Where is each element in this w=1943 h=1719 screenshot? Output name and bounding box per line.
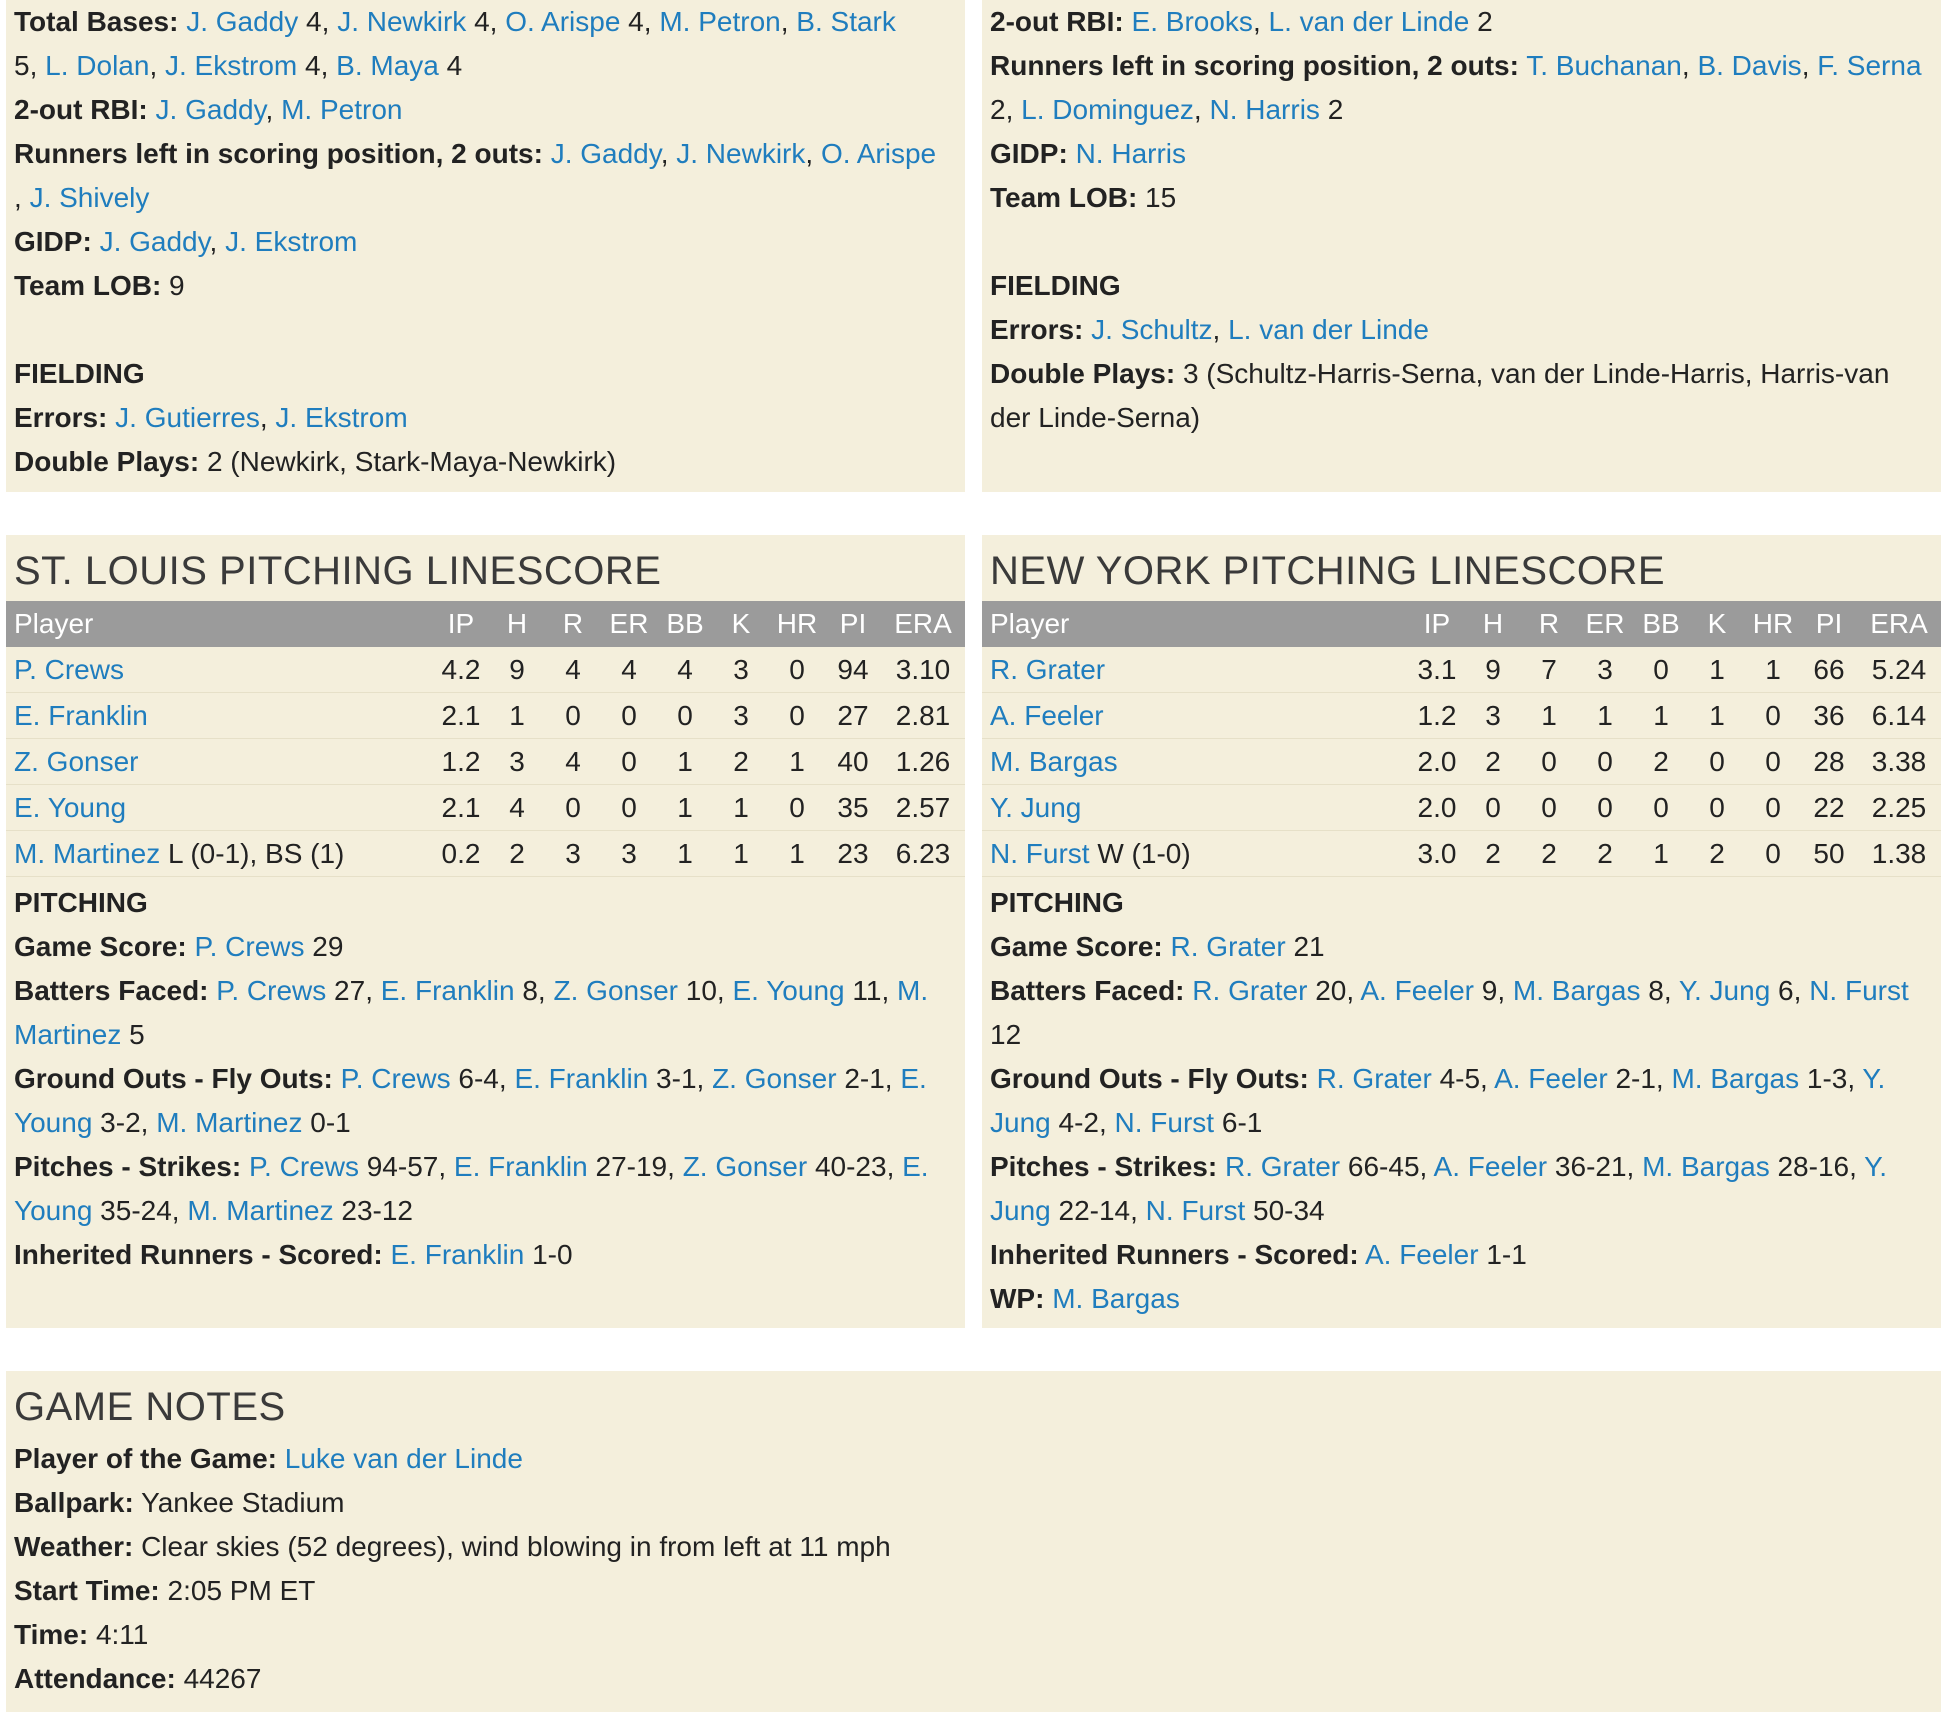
player-link[interactable]: J. Gutierres	[115, 402, 260, 433]
stat-cell: 0	[1689, 739, 1745, 785]
stat-cell: 0	[1745, 739, 1801, 785]
stat-cell: 1	[713, 831, 769, 877]
inherited-runners-line: Inherited Runners - Scored: E. Franklin 1-0	[14, 1239, 573, 1270]
table-row	[982, 693, 1941, 739]
stat-cell: 1	[769, 739, 825, 785]
player-link[interactable]: A. Feeler	[1360, 975, 1474, 1006]
table-row	[982, 647, 1941, 693]
stat-cell: 4	[657, 647, 713, 693]
double-plays-line: Double Plays: 3 (Schultz-Harris-Serna, van der Linde-Harris, Harris-van der Linde-Serna)	[990, 358, 1890, 433]
player-link[interactable]: Y. Jung	[990, 1063, 1886, 1138]
stat-cell: 1	[1521, 693, 1577, 739]
pitching-table	[982, 601, 1941, 877]
stat-cell: 1	[1689, 693, 1745, 739]
column-header: K	[1707, 608, 1727, 639]
player-link[interactable]: J. Gaddy	[155, 94, 266, 125]
stat-cell: 2.1	[433, 693, 489, 739]
stl-pitching-panel	[6, 535, 965, 1328]
stat-cell: 2	[1577, 831, 1633, 877]
stat-cell: 0	[1689, 785, 1745, 831]
column-header: H	[506, 608, 528, 639]
stat-cell: 36	[1801, 693, 1857, 739]
stat-cell: 35	[825, 785, 881, 831]
column-header: ER	[609, 608, 649, 639]
stat-cell: 0	[1745, 693, 1801, 739]
player-link[interactable]: B. Maya	[336, 50, 439, 81]
column-header: HR	[776, 608, 818, 639]
stat-cell: 6.23	[881, 831, 965, 877]
player-link[interactable]: R. Grater	[1170, 931, 1286, 962]
start-time-line: Start Time: 2:05 PM ET	[14, 1575, 316, 1606]
player-link[interactable]: M. Bargas	[1512, 975, 1641, 1006]
player-link[interactable]: N. Furst	[990, 837, 1090, 869]
double-plays-line: Double Plays: 2 (Newkirk, Stark-Maya-Newkirk)	[14, 446, 617, 477]
batters-faced-line: Batters Faced: R. Grater 20, A. Feeler 9, M. Bargas 8, Y. Jung 6, N. Furst 12	[990, 975, 1909, 1050]
stat-cell: 50	[1801, 831, 1857, 877]
player-link[interactable]: J. Gaddy	[186, 6, 299, 37]
game-score-line: Game Score: P. Crews 29	[14, 931, 344, 962]
player-link[interactable]: P. Crews	[216, 975, 327, 1006]
table-header-row	[6, 601, 965, 647]
player-link[interactable]: E. Franklin	[453, 1151, 588, 1182]
player-link[interactable]: B. Davis	[1697, 50, 1802, 81]
pitching-heading: PITCHING	[990, 887, 1124, 918]
stat-cell: 9	[1465, 647, 1521, 693]
batters-faced-line: Batters Faced: P. Crews 27, E. Franklin 8, Z. Gonser 10, E. Young 11, M. Martinez 5	[14, 975, 929, 1050]
nyy-pitching-panel	[982, 535, 1941, 1328]
column-header: BB	[666, 608, 704, 639]
stat-cell: 4	[545, 739, 601, 785]
player-link[interactable]: M. Petron	[659, 6, 781, 37]
stat-cell: 9	[489, 647, 545, 693]
table-row	[982, 739, 1941, 785]
player-link[interactable]: T. Buchanan	[1526, 50, 1682, 81]
stat-cell: 0	[1521, 785, 1577, 831]
weather-line: Weather: Clear skies (52 degrees), wind blowing in from left at 11 mph	[14, 1531, 891, 1562]
stat-cell: 2	[1465, 739, 1521, 785]
player-link[interactable]: M. Bargas	[1671, 1063, 1800, 1094]
errors-line: Errors: J. Schultz, L. van der Linde	[990, 314, 1429, 345]
stat-cell: 2	[1633, 739, 1689, 785]
stat-cell: 2	[489, 831, 545, 877]
stat-cell: 2	[1521, 831, 1577, 877]
player-link[interactable]: J. Gaddy	[550, 138, 661, 169]
player-link[interactable]: Z. Gonser	[553, 975, 678, 1006]
ballpark-line: Ballpark: Yankee Stadium	[14, 1487, 345, 1518]
player-link[interactable]: F. Serna	[1817, 50, 1922, 81]
pitching-linescore-title: NEW YORK PITCHING LINESCORE	[990, 549, 1666, 593]
player-link[interactable]: M. Martinez	[187, 1195, 334, 1226]
player-link[interactable]: A. Feeler	[1433, 1151, 1548, 1182]
player-link[interactable]: J. Newkirk	[337, 6, 467, 37]
player-link[interactable]: M. Bargas	[990, 745, 1118, 777]
nyy-batting-panel	[982, 0, 1941, 492]
stat-cell: 2.0	[1409, 739, 1465, 785]
stat-cell: 0	[1745, 831, 1801, 877]
column-header: H	[1482, 608, 1504, 639]
stat-cell: 0	[1745, 785, 1801, 831]
player-link[interactable]: R. Grater	[990, 653, 1106, 685]
pitching-linescore-title: ST. LOUIS PITCHING LINESCORE	[14, 549, 662, 593]
stat-cell: 0	[601, 693, 657, 739]
stat-cell: 1.26	[881, 739, 965, 785]
table-row	[6, 739, 965, 785]
stat-cell: 3	[713, 693, 769, 739]
stat-cell: 3	[713, 647, 769, 693]
player-link[interactable]: E. Young	[14, 1063, 927, 1138]
ground-fly-outs-line: Ground Outs - Fly Outs: P. Crews 6-4, E. Franklin 3-1, Z. Gonser 2-1, E. Young 3-2, M. Martinez 0-1	[14, 1063, 927, 1138]
player-link[interactable]: P. Crews	[14, 653, 124, 685]
table-row	[6, 693, 965, 739]
stat-cell: 0	[601, 739, 657, 785]
player-link[interactable]: Luke van der Linde	[284, 1443, 523, 1474]
stat-cell: 40	[825, 739, 881, 785]
table-header-row	[982, 601, 1941, 647]
player-link[interactable]: M. Martinez	[156, 1107, 303, 1138]
column-header: BB	[1642, 608, 1680, 639]
two-out-rbi-line: 2-out RBI: J. Gaddy, M. Petron	[14, 94, 403, 125]
stat-cell: 2	[713, 739, 769, 785]
player-link[interactable]: J. Shively	[29, 182, 150, 213]
stat-cell: 1	[1633, 693, 1689, 739]
stat-cell: 2.81	[881, 693, 965, 739]
stat-cell: 3	[545, 831, 601, 877]
pitches-strikes-line: Pitches - Strikes: P. Crews 94-57, E. Franklin 27-19, Z. Gonser 40-23, E. Young 35-24, M. Martinez 23-12	[14, 1151, 929, 1226]
stat-cell: 4	[489, 785, 545, 831]
stat-cell: 1.38	[1857, 831, 1941, 877]
player-link[interactable]: Z. Gonser	[712, 1063, 837, 1094]
team-lob-line: Team LOB: 9	[14, 270, 185, 301]
player-link[interactable]: J. Gaddy	[99, 226, 210, 257]
table-row: M. Martinez L (0-1), BS (1) 0.2 2 3 3 1 1 1 23 6.23	[6, 831, 965, 877]
column-header: Player	[14, 608, 94, 639]
stat-cell: 2.57	[881, 785, 965, 831]
player-link[interactable]: N. Furst	[1145, 1195, 1246, 1226]
stat-cell: 3	[1465, 693, 1521, 739]
player-link[interactable]: R. Grater	[1224, 1151, 1341, 1182]
player-link[interactable]: N. Harris	[1209, 94, 1320, 125]
risp-line: Runners left in scoring position, 2 outs: T. Buchanan, B. Davis, F. Serna 2, L. Dominguez, N. Harris 2	[990, 50, 1922, 125]
player-link[interactable]: N. Furst	[1809, 975, 1909, 1006]
table-row	[982, 785, 1941, 831]
table-row	[6, 785, 965, 831]
stat-cell: 0	[1633, 647, 1689, 693]
inherited-runners-line: Inherited Runners - Scored: A. Feeler 1-1	[990, 1239, 1527, 1270]
stat-cell: 0	[1577, 785, 1633, 831]
fielding-heading: FIELDING	[14, 358, 145, 389]
stat-cell: 3.0	[1409, 831, 1465, 877]
player-link[interactable]: J. Newkirk	[676, 138, 806, 169]
stat-cell: 2.0	[1409, 785, 1465, 831]
player-link[interactable]: N. Harris	[1075, 138, 1187, 169]
stat-cell: 3	[1577, 647, 1633, 693]
player-link[interactable]: L. Dominguez	[1021, 94, 1194, 125]
player-link[interactable]: P. Crews	[248, 1151, 359, 1182]
stat-cell: 3	[601, 831, 657, 877]
stat-cell: 0	[545, 785, 601, 831]
stat-cell: 0	[657, 693, 713, 739]
player-link[interactable]: B. Stark	[796, 6, 896, 37]
player-link[interactable]: A. Feeler	[1364, 1239, 1479, 1270]
stat-cell: 3.1	[1409, 647, 1465, 693]
stat-cell: 0	[769, 785, 825, 831]
player-link[interactable]: E. Franklin	[514, 1063, 649, 1094]
player-link[interactable]: J. Ekstrom	[165, 50, 298, 81]
stat-cell: 0	[1633, 785, 1689, 831]
player-link[interactable]: M. Petron	[281, 94, 403, 125]
stat-cell: 3.10	[881, 647, 965, 693]
stat-cell: 1	[1577, 693, 1633, 739]
player-link[interactable]: J. Schultz	[1091, 314, 1213, 345]
player-link[interactable]: M. Bargas	[1642, 1151, 1770, 1182]
stat-cell: 1	[1745, 647, 1801, 693]
column-header: ERA	[1870, 608, 1928, 639]
stat-cell: 0	[1577, 739, 1633, 785]
player-link[interactable]: R. Grater	[1192, 975, 1308, 1006]
game-score-line: Game Score: R. Grater 21	[990, 931, 1325, 962]
errors-line: Errors: J. Gutierres, J. Ekstrom	[14, 402, 408, 433]
stat-cell: 27	[825, 693, 881, 739]
column-header: IP	[1423, 608, 1451, 639]
player-link[interactable]: R. Grater	[1316, 1063, 1432, 1094]
attendance-line: Attendance: 44267	[14, 1663, 262, 1694]
stat-cell: 2.1	[433, 785, 489, 831]
pitching-heading: PITCHING	[14, 887, 148, 918]
player-link[interactable]: J. Ekstrom	[225, 226, 358, 257]
stat-cell: 5.24	[1857, 647, 1941, 693]
stat-cell: 4	[545, 647, 601, 693]
stat-cell: 0	[601, 785, 657, 831]
player-link[interactable]: A. Feeler	[990, 699, 1104, 731]
table-row	[6, 647, 965, 693]
player-link[interactable]: E. Franklin	[390, 1239, 525, 1270]
column-header: ER	[1585, 608, 1625, 639]
stat-cell: 0.2	[433, 831, 489, 877]
stat-cell: 7	[1521, 647, 1577, 693]
gidp-line: GIDP: J. Gaddy, J. Ekstrom	[14, 226, 358, 257]
stat-cell: 2.25	[1857, 785, 1941, 831]
stat-cell: 28	[1801, 739, 1857, 785]
column-header: PI	[839, 608, 867, 639]
player-link[interactable]: N. Furst	[1114, 1107, 1215, 1138]
player-link[interactable]: L. Dolan	[45, 50, 150, 81]
game-notes-panel	[6, 1371, 1941, 1712]
stat-cell: 1	[1689, 647, 1745, 693]
player-link[interactable]: Y. Jung	[990, 1151, 1888, 1226]
stat-cell: 1.2	[1409, 693, 1465, 739]
player-link[interactable]: Y. Jung	[990, 791, 1082, 823]
stat-cell: 0	[769, 647, 825, 693]
column-header: HR	[1752, 608, 1794, 639]
player-link[interactable]: O. Arispe	[820, 138, 937, 169]
player-link[interactable]: L. van der Linde	[1268, 6, 1470, 37]
gidp-line: GIDP: N. Harris	[990, 138, 1187, 169]
stat-cell: 1	[1633, 831, 1689, 877]
risp-line: Runners left in scoring position, 2 outs: J. Gaddy, J. Newkirk, O. Arispe , J. Shively	[14, 138, 937, 213]
player-link[interactable]: M. Martinez	[14, 975, 929, 1050]
player-link[interactable]: E. Franklin	[380, 975, 515, 1006]
stat-cell: 0	[545, 693, 601, 739]
total-bases-line: Total Bases: J. Gaddy 4, J. Newkirk 4, O. Arispe 4, M. Petron, B. Stark 5, L. Dolan, J. Ekstrom 4, B. Maya 4	[14, 6, 896, 81]
player-link[interactable]: L. van der Linde	[1228, 314, 1429, 345]
player-link[interactable]: O. Arispe	[505, 6, 621, 37]
player-link[interactable]: Y. Jung	[1678, 975, 1771, 1006]
stat-cell: 0	[769, 693, 825, 739]
player-of-game-line: Player of the Game: Luke van der Linde	[14, 1443, 523, 1474]
wild-pitch-line: WP: M. Bargas	[990, 1283, 1180, 1314]
stat-cell: 22	[1801, 785, 1857, 831]
column-header: R	[562, 608, 584, 639]
player-link[interactable]: J. Ekstrom	[275, 402, 408, 433]
stat-cell: 2	[1465, 831, 1521, 877]
stat-cell: 1	[489, 693, 545, 739]
stl-batting-panel	[6, 0, 965, 492]
stat-cell: 2	[1689, 831, 1745, 877]
team-lob-line: Team LOB: 15	[990, 182, 1177, 213]
stat-cell: 1	[657, 785, 713, 831]
player-link[interactable]: E. Brooks	[1131, 6, 1253, 37]
player-link[interactable]: Z. Gonser	[682, 1151, 808, 1182]
stat-cell: 1.2	[433, 739, 489, 785]
player-link[interactable]: E. Young	[14, 791, 127, 823]
stat-cell: 0	[1465, 785, 1521, 831]
column-header: PI	[1815, 608, 1843, 639]
stat-cell: 1	[657, 831, 713, 877]
player-link[interactable]: M. Martinez	[14, 837, 161, 869]
player-link[interactable]: A. Feeler	[1494, 1063, 1608, 1094]
stat-cell: 1	[713, 785, 769, 831]
stat-cell: 6.14	[1857, 693, 1941, 739]
player-link[interactable]: Z. Gonser	[14, 745, 139, 777]
stat-cell: 0	[1521, 739, 1577, 785]
stat-cell: 1	[769, 831, 825, 877]
stat-cell: 3.38	[1857, 739, 1941, 785]
column-header: K	[731, 608, 751, 639]
stat-cell: 4	[601, 647, 657, 693]
player-link[interactable]: E. Young	[14, 1151, 929, 1226]
column-header: ERA	[894, 608, 952, 639]
game-time-line: Time: 4:11	[14, 1619, 149, 1650]
pitching-table	[6, 601, 965, 877]
stat-cell: 4.2	[433, 647, 489, 693]
player-link[interactable]: P. Crews	[340, 1063, 451, 1094]
ground-fly-outs-line: Ground Outs - Fly Outs: R. Grater 4-5, A. Feeler 2-1, M. Bargas 1-3, Y. Jung 4-2, N. Furst 6-1	[990, 1063, 1886, 1138]
column-header: R	[1538, 608, 1560, 639]
two-out-rbi-line: 2-out RBI: E. Brooks, L. van der Linde 2	[990, 6, 1493, 37]
player-link[interactable]: E. Young	[732, 975, 845, 1006]
game-notes-title: GAME NOTES	[14, 1385, 286, 1429]
stat-cell: 3	[489, 739, 545, 785]
stat-cell: 1	[657, 739, 713, 785]
table-row: N. Furst W (1-0) 3.0 2 2 2 1 2 0 50 1.38	[982, 831, 1941, 877]
column-header: IP	[447, 608, 475, 639]
player-link[interactable]: P. Crews	[194, 931, 305, 962]
column-header: Player	[990, 608, 1070, 639]
player-link[interactable]: E. Franklin	[14, 699, 148, 731]
stat-cell: 23	[825, 831, 881, 877]
stat-cell: 94	[825, 647, 881, 693]
fielding-heading: FIELDING	[990, 270, 1121, 301]
stat-cell: 66	[1801, 647, 1857, 693]
pitches-strikes-line: Pitches - Strikes: R. Grater 66-45, A. Feeler 36-21, M. Bargas 28-16, Y. Jung 22-14, N. Furst 50-34	[990, 1151, 1888, 1226]
player-link[interactable]: M. Bargas	[1052, 1283, 1180, 1314]
